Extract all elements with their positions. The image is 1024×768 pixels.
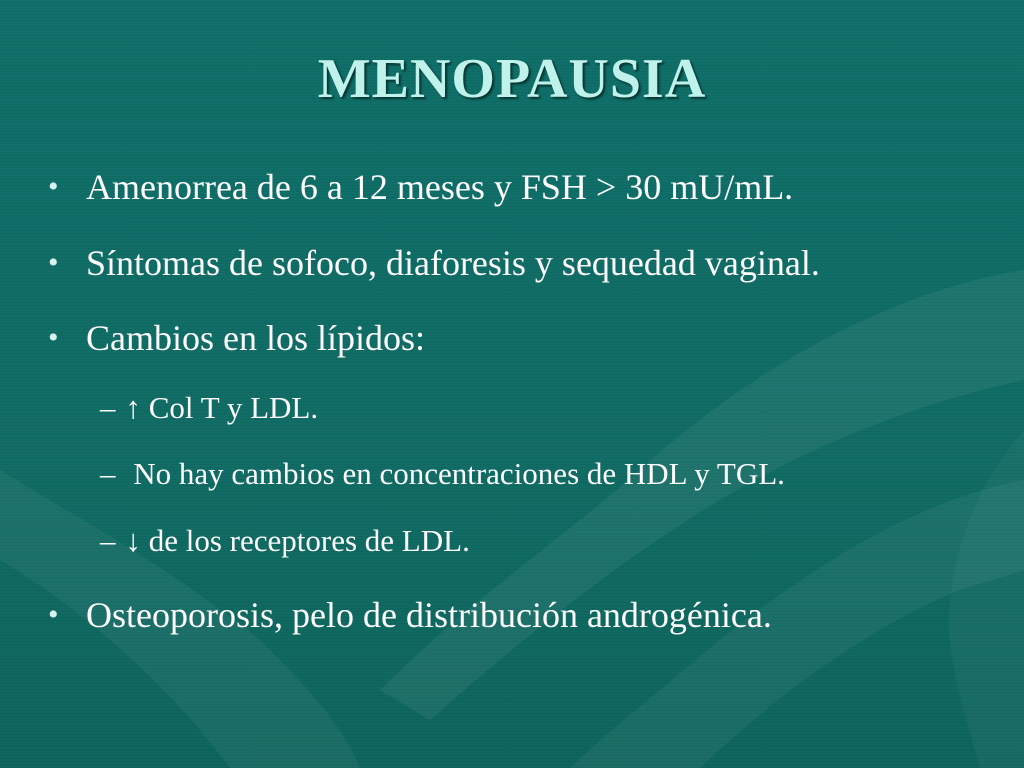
slide-title: MENOPAUSIA <box>317 48 707 110</box>
subbullet-item <box>100 388 318 428</box>
subbullet-item <box>100 454 785 494</box>
subbullet-marker: – <box>100 456 116 491</box>
background-hand-shape <box>380 270 1024 720</box>
subbullet-text: ↑ Col T y LDL. <box>125 390 319 425</box>
subbullet-marker: – <box>100 523 116 558</box>
bullet-marker: • <box>48 170 59 203</box>
subbullet-item <box>100 521 470 561</box>
bullet-marker: • <box>48 321 59 354</box>
subbullet-text: ↓ de los receptores de LDL. <box>125 523 470 558</box>
bullet-item <box>48 238 820 288</box>
bullet-text: Osteoporosis, pelo de distribución androgénica. <box>86 595 772 635</box>
background-hand-shape <box>949 430 1024 768</box>
bullet-item <box>48 162 793 212</box>
bullet-marker: • <box>48 246 59 279</box>
bullet-item <box>48 590 772 640</box>
subbullet-marker: – <box>100 390 116 425</box>
bullet-item <box>48 313 425 363</box>
bullet-marker: • <box>48 598 59 631</box>
bullet-text: Síntomas de sofoco, diaforesis y sequedad vaginal. <box>86 243 820 283</box>
bullet-text: Cambios en los lípidos: <box>86 318 426 358</box>
bullet-text: Amenorrea de 6 a 12 meses y FSH > 30 mU/mL. <box>86 167 794 207</box>
subbullet-text: No hay cambios en concentraciones de HDL y TGL. <box>125 456 785 491</box>
